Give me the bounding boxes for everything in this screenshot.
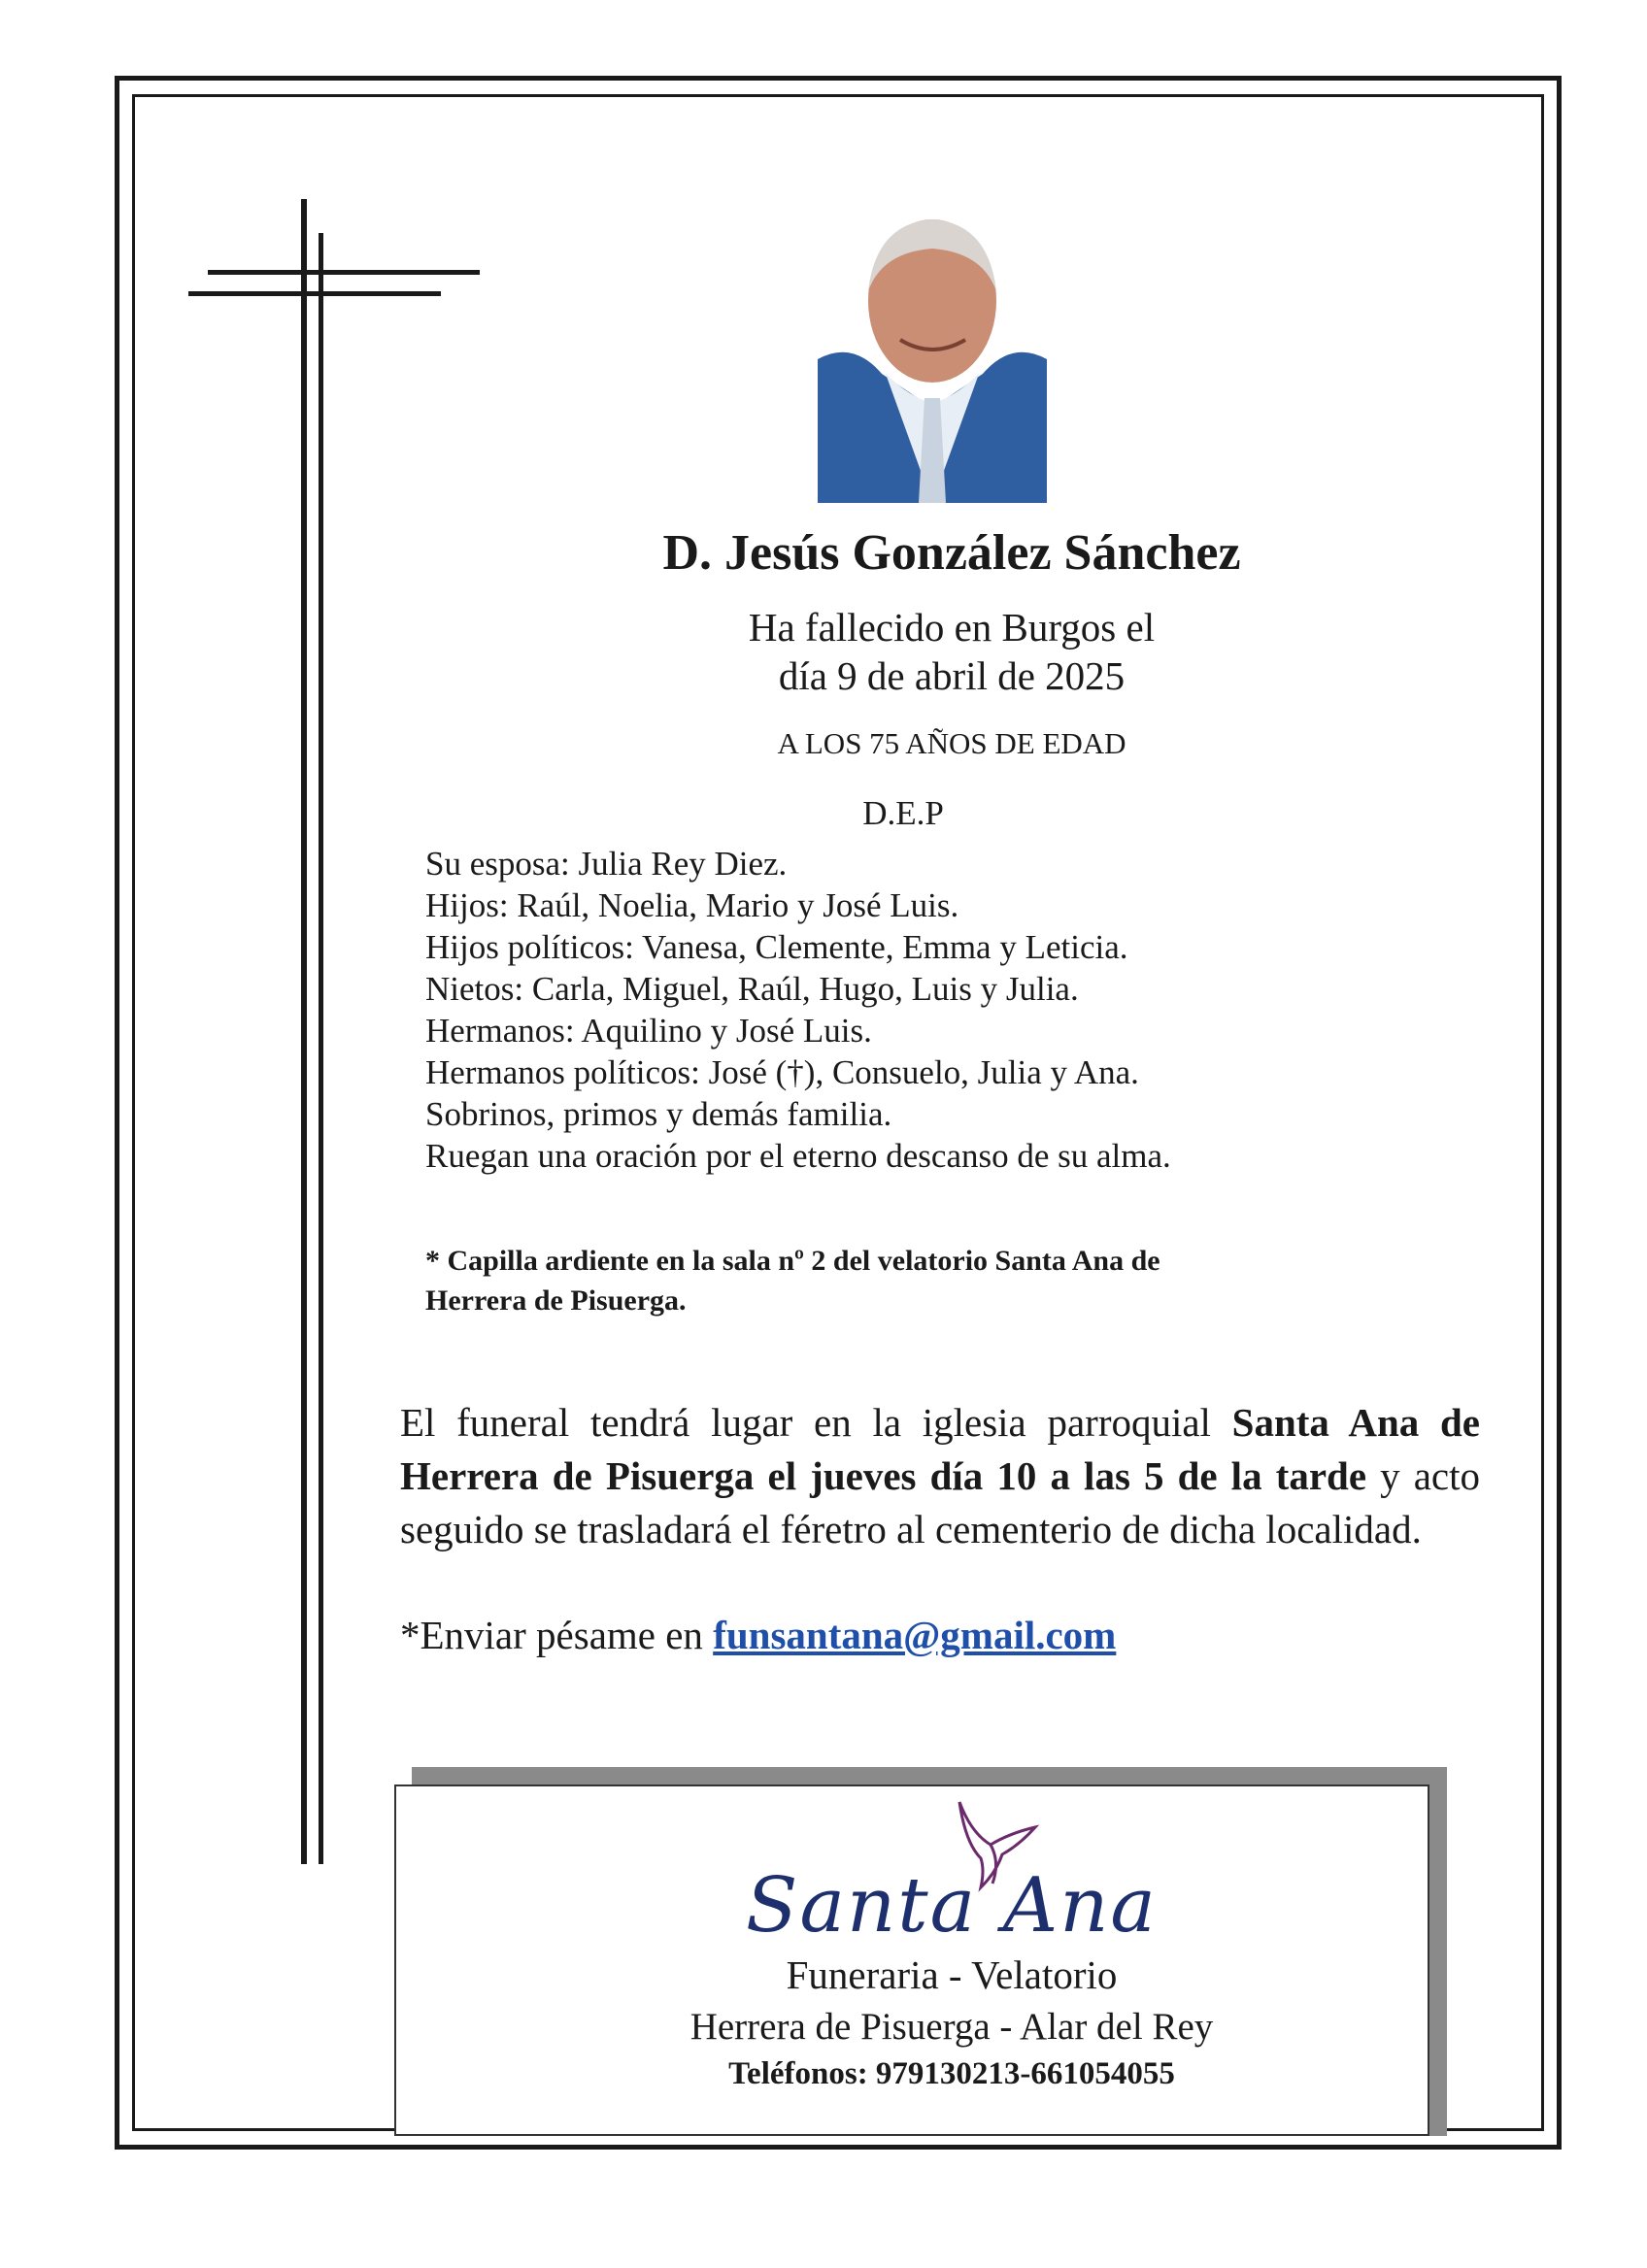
funeral-bold-details: Santa Ana de Herrera de Pisuerga el jueves día 10 a las 5 de la tarde	[400, 1400, 1480, 1498]
family-line: Hijos políticos: Vanesa, Clemente, Emma y Leticia.	[425, 928, 1128, 966]
family-line: Hijos: Raúl, Noelia, Mario y José Luis.	[425, 886, 959, 924]
condolences-email-link[interactable]: funsantana@gmail.com	[713, 1613, 1117, 1657]
funeral-home-phones: Teléfonos: 979130213-661054055	[728, 2056, 1175, 2091]
family-list	[425, 843, 1474, 1177]
funeral-text-1: El funeral tendrá lugar en la iglesia parroquial	[400, 1400, 1232, 1445]
family-line: Nietos: Carla, Miguel, Raúl, Hugo, Luis y Julia.	[425, 970, 1079, 1008]
funeral-home-locations: Herrera de Pisuerga - Alar del Rey	[689, 2006, 1214, 2048]
condolences-prefix: *Enviar pésame en	[400, 1613, 714, 1657]
death-place-line: Ha fallecido en Burgos el	[748, 605, 1156, 650]
age-line: A LOS 75 AÑOS DE EDAD	[777, 726, 1126, 760]
deceased-name: D. Jesús González Sánchez	[662, 525, 1241, 581]
death-date-line: día 9 de abril de 2025	[778, 653, 1126, 698]
condolences-line	[400, 1612, 1116, 1658]
family-line: Hermanos: Aquilino y José Luis.	[425, 1012, 872, 1050]
funeral-home-logo-text: Santa Ana	[746, 1862, 1158, 1950]
dep-line: D.E.P	[862, 794, 944, 832]
family-line: Su esposa: Julia Rey Diez.	[425, 845, 788, 883]
family-line: Hermanos políticos: José (†), Consuelo, Julia y Ana.	[425, 1053, 1139, 1091]
capilla-line-2: Herrera de Pisuerga.	[425, 1284, 687, 1317]
family-line: Ruegan una oración por el eterno descanso de su alma.	[425, 1137, 1171, 1175]
funeral-home-type: Funeraria - Velatorio	[786, 1952, 1118, 1997]
capilla-note	[425, 1241, 1396, 1320]
funeral-notice	[400, 1396, 1480, 1556]
funeral-text-2: y acto seguido se trasladará el féretro al cementerio de dicha localidad.	[400, 1453, 1481, 1551]
family-line: Sobrinos, primos y demás familia.	[425, 1095, 892, 1133]
deceased-portrait	[818, 204, 1047, 503]
capilla-line-1: * Capilla ardiente en la sala nº 2 del velatorio Santa Ana de	[425, 1245, 1160, 1277]
